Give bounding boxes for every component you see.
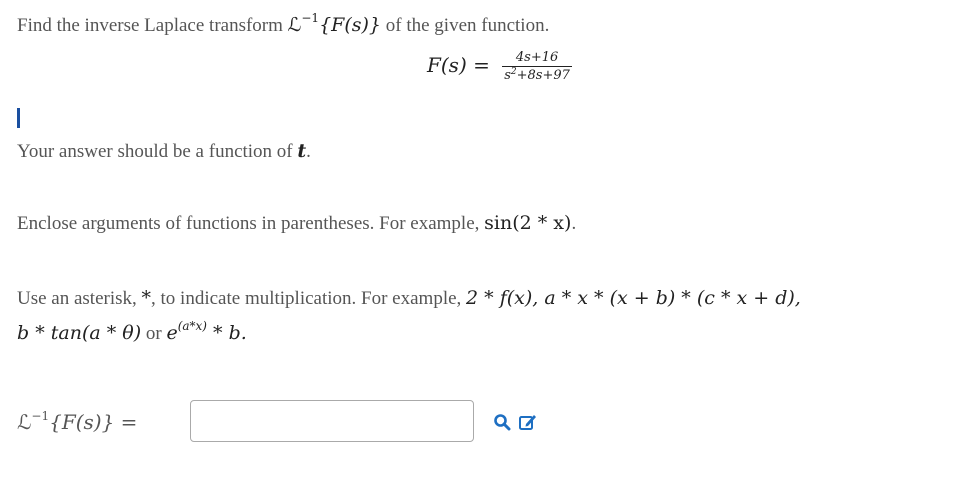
magnifier-icon[interactable]	[491, 411, 513, 433]
instruction-function-of: Your answer should be a function of t.	[17, 140, 311, 162]
fraction-denominator: $s^2+8s+97$	[504, 67, 570, 83]
asterisk-symbol: *	[141, 287, 152, 309]
fraction-numerator: 4s+16	[515, 50, 559, 65]
instruction-parentheses: Enclose arguments of functions in parentheses. For example, sin(2 * x).	[17, 212, 577, 234]
question-intro: Find the inverse Laplace transform	[17, 15, 283, 36]
formula-lhs: F(s) =	[427, 53, 490, 77]
edit-icon[interactable]	[517, 411, 539, 433]
text-cursor	[17, 108, 20, 128]
question-line	[17, 11, 550, 37]
asterisk-example: 2 * f(x), a * x * (x + b) * (c * x + d),	[466, 287, 801, 309]
variable-t: t	[297, 140, 307, 162]
laplace-operator: ℒ$^{-1}${F(s)}	[287, 11, 381, 36]
function-formula	[427, 50, 572, 83]
exp-example: $e^{(a*x)}$ * b.	[166, 319, 247, 344]
answer-input[interactable]	[190, 400, 474, 442]
instruction-asterisk: Use an asterisk, *, to indicate multiplication. For example, 2 * f(x), a * x * (x + b) * (c * x + d),	[17, 287, 801, 309]
instruction-asterisk-cont: b * tan(a * θ) or $e^{(a*x)}$ * b.	[17, 319, 247, 344]
question-suffix: of the given function.	[385, 15, 550, 36]
answer-row	[17, 400, 137, 444]
answer-label: ℒ$^{-1}${F(s)} =	[17, 409, 138, 434]
answer-tools	[491, 411, 539, 433]
parentheses-example: sin(2 * x)	[484, 212, 572, 234]
tan-example: b * tan(a * θ)	[17, 322, 142, 344]
formula-fraction	[502, 50, 572, 83]
